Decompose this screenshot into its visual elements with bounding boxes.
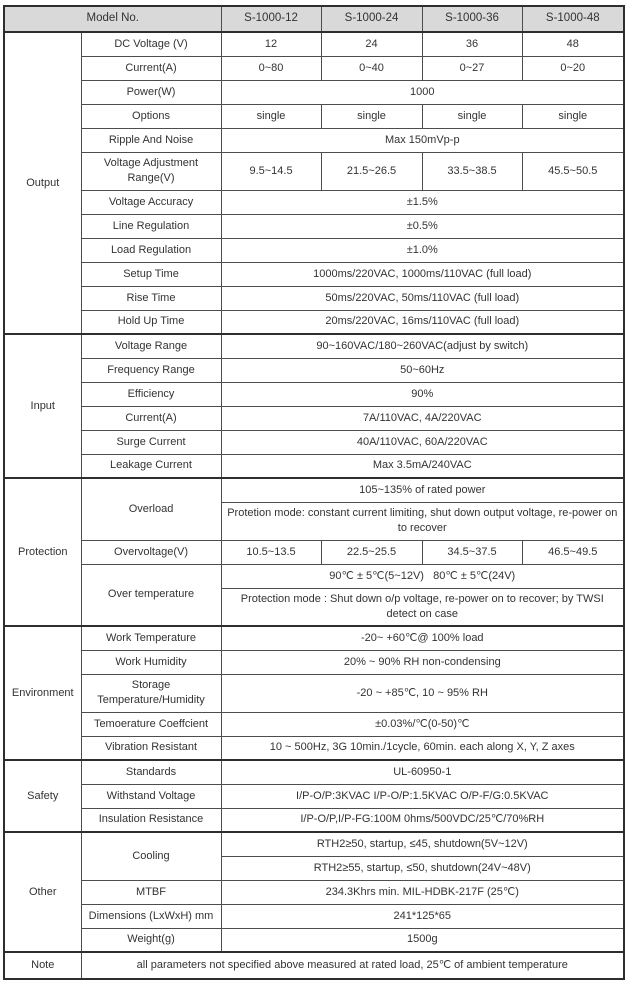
value-cell: 7A/110VAC, 4A/220VAC: [221, 406, 624, 430]
value-cell: ±1.0%: [221, 238, 624, 262]
value-cell: RTH2≥55, startup, ≤50, shutdown(24V~48V): [221, 856, 624, 880]
row-label-vibration-resistant: Vibration Resistant: [81, 736, 221, 760]
row-load-regulation: [4, 238, 624, 262]
row-leakage-current: [4, 454, 624, 478]
row-options: [4, 104, 624, 128]
row-label-ripple-noise: Ripple And Noise: [81, 128, 221, 152]
row-label-rise-time: Rise Time: [81, 286, 221, 310]
row-hold-up-time: [4, 310, 624, 334]
row-work-humidity: [4, 650, 624, 674]
row-weight: [4, 928, 624, 952]
section-label-output: Output: [4, 32, 81, 334]
row-label-withstand-voltage: Withstand Voltage: [81, 784, 221, 808]
row-surge-current: [4, 430, 624, 454]
row-label-frequency-range: Frequency Range: [81, 358, 221, 382]
row-dimensions: [4, 904, 624, 928]
row-label-efficiency: Efficiency: [81, 382, 221, 406]
row-voltage-adjustment: [4, 152, 624, 190]
row-rise-time: [4, 286, 624, 310]
row-label-input-current: Current(A): [81, 406, 221, 430]
value-cell: 12: [221, 32, 321, 56]
model-header-s-1000-12: S-1000-12: [221, 6, 321, 32]
row-voltage-accuracy: [4, 190, 624, 214]
value-cell: 90~160VAC/180~260VAC(adjust by switch): [221, 334, 624, 358]
model-header-s-1000-36: S-1000-36: [422, 6, 522, 32]
row-label-insulation-resistance: Insulation Resistance: [81, 808, 221, 832]
value-cell: 1000: [221, 80, 624, 104]
row-standards: [4, 760, 624, 784]
model-header-s-1000-48: S-1000-48: [522, 6, 624, 32]
value-cell: 10.5~13.5: [221, 540, 321, 564]
row-label-overload: Overload: [81, 478, 221, 540]
row-label-temperature-coefficient: Temoerature Coeffcient: [81, 712, 221, 736]
value-cell: Protection mode : Shut down o/p voltage, re-power on to recover; by TWSI detect on case: [221, 588, 624, 626]
value-cell: 10 ~ 500Hz, 3G 10min./1cycle, 60min. each along X, Y, Z axes: [221, 736, 624, 760]
row-efficiency: [4, 382, 624, 406]
row-dc-voltage: [4, 32, 624, 56]
row-mtbf: [4, 880, 624, 904]
value-cell: RTH2≥50, startup, ≤45, shutdown(5V~12V): [221, 832, 624, 856]
value-cell: ±0.03%/℃(0-50)℃: [221, 712, 624, 736]
value-cell: 36: [422, 32, 522, 56]
row-label-work-temperature: Work Temperature: [81, 626, 221, 650]
value-cell: 105~135% of rated power: [221, 478, 624, 502]
row-cooling-1: [4, 832, 624, 856]
value-cell: 0~27: [422, 56, 522, 80]
row-label-line-regulation: Line Regulation: [81, 214, 221, 238]
row-label-hold-up-time: Hold Up Time: [81, 310, 221, 334]
row-setup-time: [4, 262, 624, 286]
row-label-voltage-range: Voltage Range: [81, 334, 221, 358]
row-work-temperature: [4, 626, 624, 650]
value-cell: I/P-O/P:3KVAC I/P-O/P:1.5KVAC O/P-F/G:0.5KVAC: [221, 784, 624, 808]
row-temperature-coefficient: [4, 712, 624, 736]
section-label-safety: Safety: [4, 760, 81, 832]
value-cell: 22.5~25.5: [321, 540, 422, 564]
row-over-temperature-1: [4, 564, 624, 588]
row-insulation-resistance: [4, 808, 624, 832]
section-label-other: Other: [4, 832, 81, 952]
value-cell: 24: [321, 32, 422, 56]
row-label-voltage-accuracy: Voltage Accuracy: [81, 190, 221, 214]
row-vibration-resistant: [4, 736, 624, 760]
row-label-mtbf: MTBF: [81, 880, 221, 904]
row-label-overvoltage: Overvoltage(V): [81, 540, 221, 564]
value-cell: 20% ~ 90% RH non-condensing: [221, 650, 624, 674]
row-label-dc-voltage: DC Voltage (V): [81, 32, 221, 56]
row-voltage-range: [4, 334, 624, 358]
row-label-voltage-adjustment: Voltage Adjustment Range(V): [81, 152, 221, 190]
row-label-power: Power(W): [81, 80, 221, 104]
row-label-setup-time: Setup Time: [81, 262, 221, 286]
value-cell: 0~80: [221, 56, 321, 80]
row-withstand-voltage: [4, 784, 624, 808]
value-cell: 0~20: [522, 56, 624, 80]
value-cell: 1500g: [221, 928, 624, 952]
value-cell: Max 150mVp-p: [221, 128, 624, 152]
value-cell: 50~60Hz: [221, 358, 624, 382]
value-cell: 241*125*65: [221, 904, 624, 928]
row-label-cooling: Cooling: [81, 832, 221, 880]
value-cell: 90℃ ± 5℃(5~12V) 80℃ ± 5℃(24V): [221, 564, 624, 588]
value-cell: -20~ +60℃@ 100% load: [221, 626, 624, 650]
row-frequency-range: [4, 358, 624, 382]
value-cell: I/P-O/P,I/P-FG:100M 0hms/500VDC/25℃/70%RH: [221, 808, 624, 832]
table-header-row: [4, 6, 624, 32]
value-cell: 46.5~49.5: [522, 540, 624, 564]
row-overload-1: [4, 478, 624, 502]
value-cell: 21.5~26.5: [321, 152, 422, 190]
row-label-work-humidity: Work Humidity: [81, 650, 221, 674]
row-line-regulation: [4, 214, 624, 238]
value-cell: ±1.5%: [221, 190, 624, 214]
row-label-standards: Standards: [81, 760, 221, 784]
value-cell: 33.5~38.5: [422, 152, 522, 190]
section-label-protection: Protection: [4, 478, 81, 626]
row-label-output-current: Current(A): [81, 56, 221, 80]
value-cell: single: [221, 104, 321, 128]
row-label-over-temperature: Over temperature: [81, 564, 221, 626]
row-label-dimensions: Dimensions (LxWxH) mm: [81, 904, 221, 928]
row-storage-temperature-humidity: [4, 674, 624, 712]
value-cell: Protetion mode: constant current limiting, shut down output voltage, re-power on to recover: [221, 502, 624, 540]
row-label-leakage-current: Leakage Current: [81, 454, 221, 478]
section-label-input: Input: [4, 334, 81, 478]
row-overvoltage: [4, 540, 624, 564]
row-power: [4, 80, 624, 104]
spec-table: [3, 5, 625, 980]
value-cell: Max 3.5mA/240VAC: [221, 454, 624, 478]
value-cell: 50ms/220VAC, 50ms/110VAC (full load): [221, 286, 624, 310]
row-output-current: [4, 56, 624, 80]
row-note: [4, 952, 624, 979]
section-label-environment: Environment: [4, 626, 81, 760]
row-label-weight: Weight(g): [81, 928, 221, 952]
value-cell: single: [321, 104, 422, 128]
value-cell: single: [422, 104, 522, 128]
value-cell: 90%: [221, 382, 624, 406]
value-cell: 34.5~37.5: [422, 540, 522, 564]
value-cell: single: [522, 104, 624, 128]
value-cell: UL-60950-1: [221, 760, 624, 784]
row-label-options: Options: [81, 104, 221, 128]
value-cell: ±0.5%: [221, 214, 624, 238]
value-cell: 9.5~14.5: [221, 152, 321, 190]
row-input-current: [4, 406, 624, 430]
note-text: all parameters not specified above measured at rated load, 25℃ of ambient temperature: [81, 952, 624, 979]
row-label-surge-current: Surge Current: [81, 430, 221, 454]
model-header-s-1000-24: S-1000-24: [321, 6, 422, 32]
value-cell: 48: [522, 32, 624, 56]
row-label-load-regulation: Load Regulation: [81, 238, 221, 262]
value-cell: 0~40: [321, 56, 422, 80]
value-cell: 234.3Khrs min. MIL-HDBK-217F (25℃): [221, 880, 624, 904]
row-ripple-noise: [4, 128, 624, 152]
value-cell: 20ms/220VAC, 16ms/110VAC (full load): [221, 310, 624, 334]
row-label-storage-temperature-humidity: Storage Temperature/Humidity: [81, 674, 221, 712]
value-cell: -20 ~ +85℃, 10 ~ 95% RH: [221, 674, 624, 712]
value-cell: 45.5~50.5: [522, 152, 624, 190]
value-cell: 1000ms/220VAC, 1000ms/110VAC (full load): [221, 262, 624, 286]
value-cell: 40A/110VAC, 60A/220VAC: [221, 430, 624, 454]
section-label-note: Note: [4, 952, 81, 979]
model-no-header: Model No.: [4, 6, 221, 32]
